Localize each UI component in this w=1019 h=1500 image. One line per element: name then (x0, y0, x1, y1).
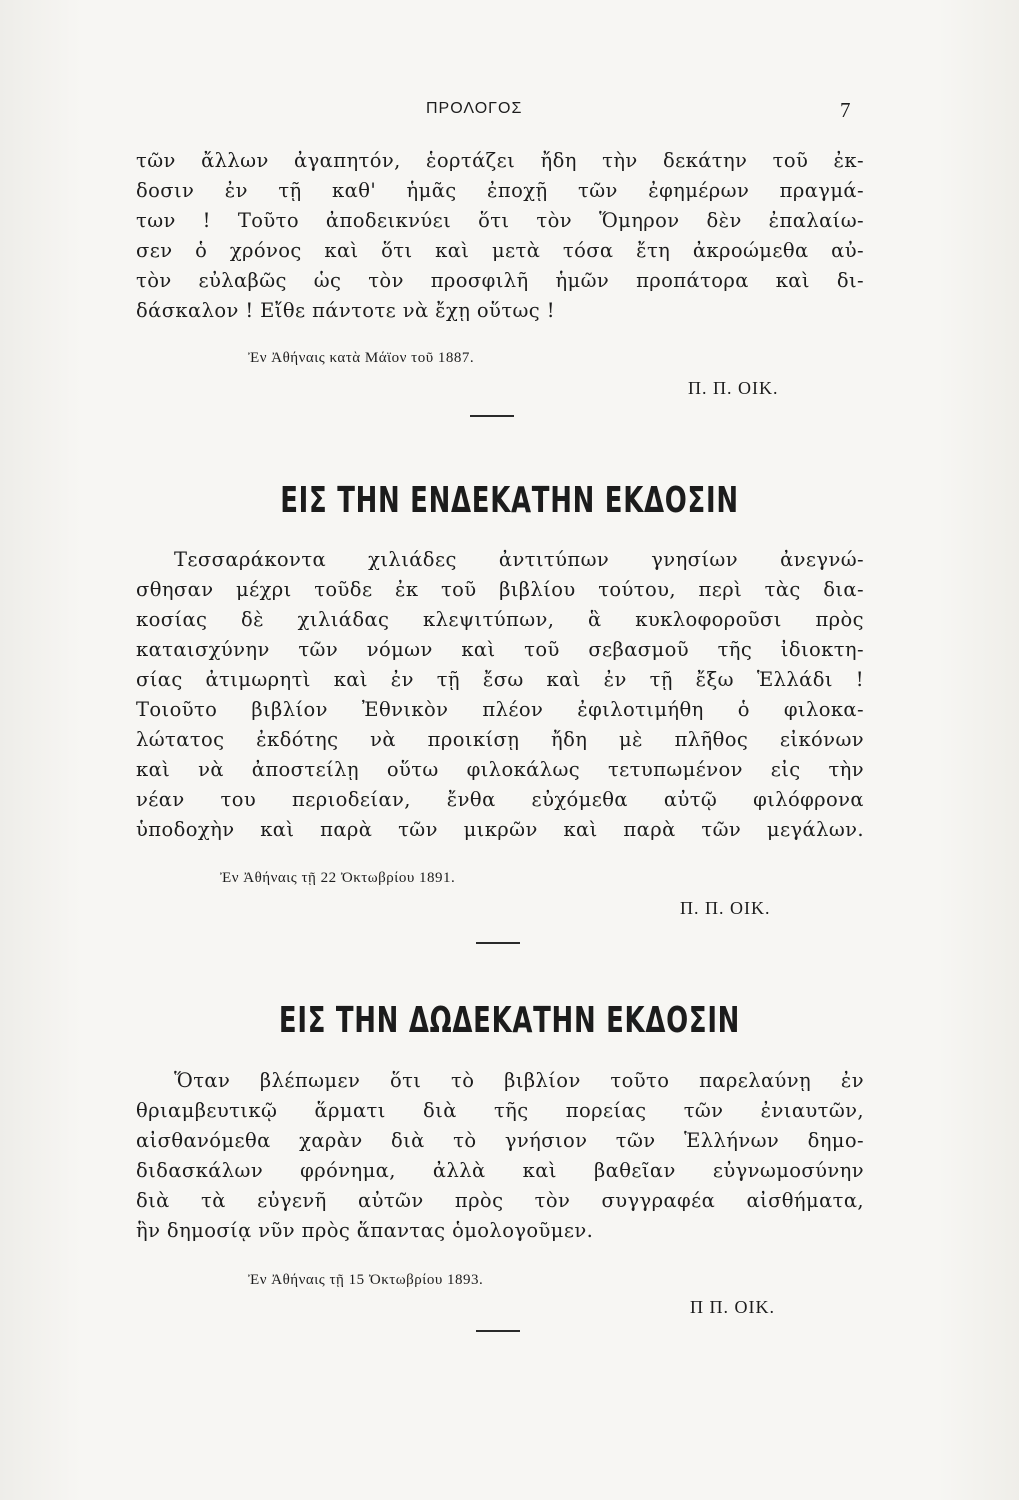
divider-rule (470, 415, 514, 417)
text-line: σίας ἀτιμωρητὶ καὶ ἐν τῇ ἔσω καὶ ἐν τῇ ἔξω Ἑλλάδι ! (136, 668, 864, 691)
text-line: κοσίας δὲ χιλιάδας κλεψιτύπων, ἃ κυκλοφοροῦσι πρὸς (136, 608, 864, 631)
text-line: Τεσσαράκοντα χιλιάδες ἀντιτύπων γνησίων ἀνεγνώ- (174, 548, 864, 571)
dateline-1887: Ἐν Ἀθήναις κατὰ Μάϊον τοῦ 1887. (248, 350, 475, 366)
dateline-1891: Ἐν Ἀθήναις τῇ 22 Ὀκτωβρίου 1891. (220, 870, 456, 886)
text-line: διδασκάλων φρόνημα, ἀλλὰ καὶ βαθεῖαν εὐγνωμοσύνην (136, 1159, 864, 1182)
text-line: δοσιν ἐν τῇ καθ' ἡμᾶς ἐποχῇ τῶν ἐφημέρων πραγμά- (136, 179, 864, 202)
running-title: ΠΡΟΛΟΓΟΣ (426, 100, 523, 117)
divider-rule (476, 942, 520, 944)
text-line: σθησαν μέχρι τοῦδε ἐκ τοῦ βιβλίου τούτου, περὶ τὰς δια- (136, 578, 864, 601)
divider-rule (476, 1330, 520, 1332)
text-line: νέαν του περιοδείαν, ἔνθα εὐχόμεθα αὐτῷ φιλόφρονα (136, 788, 864, 811)
text-line: τὸν εὐλαβῶς ὡς τὸν προσφιλῆ ἡμῶν προπάτορα καὶ δι- (136, 269, 864, 292)
section1-paragraph (136, 146, 864, 326)
text-line: καὶ νὰ ἀποστείλῃ οὕτω φιλοκάλως τετυπωμένον εἰς τὴν (136, 758, 864, 781)
text-line: των ! Τοῦτο ἀποδεικνύει ὅτι τὸν Ὅμηρον δὲν ἐπαλαίω- (136, 209, 864, 232)
signature-1: Π. Π. ΟΙΚ. (688, 378, 779, 398)
section3-heading: ΕΙΣ ΤΗΝ ΔΩΔΕΚΑΤΗΝ ΕΚΔΟΣΙΝ (278, 1000, 741, 1041)
text-line: Τοιοῦτο βιβλίον Ἐθνικὸν πλέον ἐφιλοτιμήθη ὁ φιλοκα- (136, 698, 864, 721)
text-line: αἰσθανόμεθα χαρὰν διὰ τὸ γνήσιον τῶν Ἑλλήνων δημο- (136, 1129, 864, 1152)
page-number: 7 (840, 98, 851, 122)
section2-paragraph (136, 545, 864, 845)
section3-paragraph (136, 1066, 864, 1246)
text-line: θριαμβευτικῷ ἅρματι διὰ τῆς πορείας τῶν ἐνιαυτῶν, (136, 1099, 864, 1122)
text-line: Ὅταν βλέπωμεν ὅτι τὸ βιβλίον τοῦτο παρελαύνῃ ἐν (174, 1069, 864, 1092)
signature-3: Π Π. ΟΙΚ. (690, 1297, 775, 1317)
text-line: λώτατος ἐκδότης νὰ προικίσῃ ἤδη μὲ πλῆθος εἰκόνων (136, 728, 864, 751)
text-line: σεν ὁ χρόνος καὶ ὅτι καὶ μετὰ τόσα ἔτη ἀκροώμεθα αὐ- (136, 239, 864, 262)
text-line: τῶν ἄλλων ἀγαπητόν, ἑορτάζει ἤδη τὴν δεκάτην τοῦ ἐκ- (136, 149, 864, 172)
text-line: καταισχύνην τῶν νόμων καὶ τοῦ σεβασμοῦ τῆς ἰδιοκτη- (136, 638, 864, 661)
text-line: ὑποδοχὴν καὶ παρὰ τῶν μικρῶν καὶ παρὰ τῶν μεγάλων. (136, 818, 864, 841)
text-line: ἣν δημοσίᾳ νῦν πρὸς ἅπαντας ὁμολογοῦμεν. (136, 1219, 594, 1242)
section2-heading: ΕΙΣ ΤΗΝ ΕΝΔΕΚΑΤΗΝ ΕΚΔΟΣΙΝ (280, 480, 739, 521)
signature-2: Π. Π. ΟΙΚ. (680, 898, 771, 918)
text-line: διὰ τὰ εὐγενῆ αὐτῶν πρὸς τὸν συγγραφέα αἰσθήματα, (136, 1189, 864, 1212)
dateline-1893: Ἐν Ἀθήναις τῇ 15 Ὀκτωβρίου 1893. (248, 1272, 484, 1288)
text-line: δάσκαλον ! Εἴθε πάντοτε νὰ ἔχῃ οὕτως ! (136, 299, 555, 322)
